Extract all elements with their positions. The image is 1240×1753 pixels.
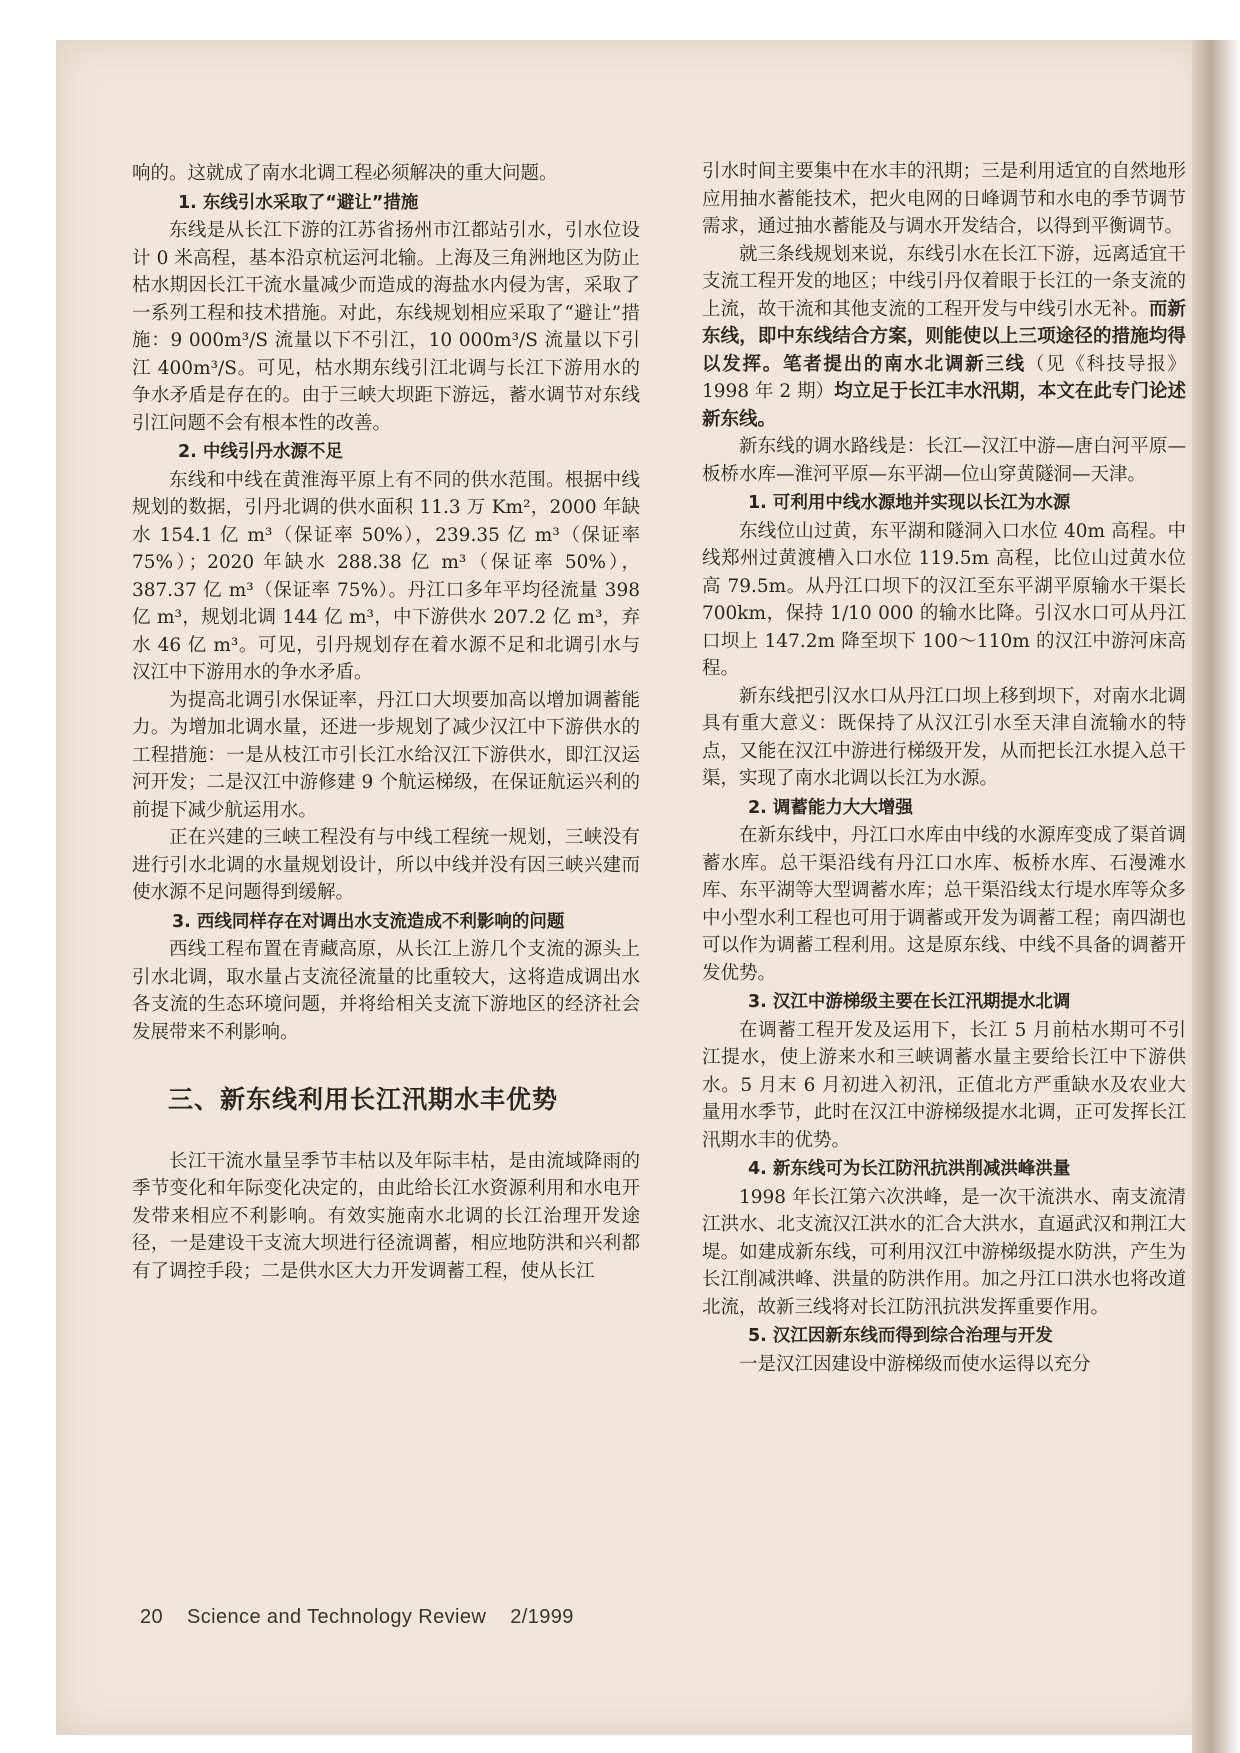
subheading: 2. 调蓄能力大大增强 bbox=[748, 797, 913, 818]
paragraph: 新东线把引汉水口从丹江口坝上移到坝下，对南水北调具有重大意义：既保持了从汉江引水至天津自流输水的特点，又能在汉江中游进行梯级开发，从而把长江水提入总干渠，实现了南水北调以长江为水源。 bbox=[702, 685, 1186, 789]
paragraph: 东线是从长江下游的江苏省扬州市江都站引水，引水位设计 0 米高程，基本沿京杭运河北输。上海及三角洲地区为防止枯水期因长江干流水量减少而造成的海盐水内侵为害，采取了一系列工程和技术措施。对此，东线规划相应采取了“避让”措施：9 000m³/S 流量以下不引江，10 000m³/S 流量以下引江 400m³/S。可见，枯水期东线引江北调与长江下游用水的争水矛盾是存在的。由于三峡大坝距下游远，蓄水调节对东线引江问题不会有根本性的改善。 bbox=[132, 220, 640, 434]
paragraph: 1998 年长江第六次洪峰，是一次干流洪水、南支流清江洪水、北支流汉江洪水的汇合大洪水，直逼武汉和荆江大堤。如建成新东线，可利用汉江中游梯级提水防洪，产生为长江削减洪峰、洪量的防洪作用。加之丹江口洪水也将改道北流，故新三线将对长江防汛抗洪发挥重要作用。 bbox=[702, 1186, 1186, 1318]
paragraph: 在新东线中，丹江口水库由中线的水源库变成了渠首调蓄水库。总干渠沿线有丹江口水库、板桥水库、石漫滩水库、东平湖等大型调蓄水库；总干渠沿线太行堤水库等众多中小型水利工程也可用于调蓄或开发为调蓄工程；南四湖也可以作为调蓄工程利用。这是原东线、中线不具备的调蓄开发优势。 bbox=[702, 825, 1186, 984]
paragraph: 一是汉江因建设中游梯级而使水运得以充分 bbox=[739, 1353, 1091, 1375]
issue-number: 2/1999 bbox=[510, 1606, 574, 1628]
paragraph: 东线位山过黄，东平湖和隧洞入口水位 40m 高程。中线郑州过黄渡槽入口水位 119.5m 高程，比位山过黄水位高 79.5m。从丹江口坝下的汉江至东平湖平原输水干渠长 700km，保持 1/10 000 的输水比降。引汉水口可从丹江口坝上 147.2m 降至坝下 100～110m 的汉江中游河床高程。 bbox=[702, 520, 1186, 679]
paragraph: 在调蓄工程开发及运用下，长江 5 月前枯水期可不引江提水，使上游来水和三峡调蓄水量主要给长江中下游供水。5 月末 6 月初进入初汛，正值北方严重缺水及农业大量用水季节，此时在汉江中游梯级提水北调，正可发挥长江汛期水丰的优势。 bbox=[702, 1019, 1186, 1151]
subheading: 1. 东线引水采取了“避让”措施 bbox=[178, 192, 419, 213]
paragraph: 新东线的调水路线是：长江—汉江中游—唐白河平原—板桥水库—淮河平原—东平湖—位山穿黄隧洞—天津。 bbox=[702, 436, 1186, 485]
paragraph bbox=[702, 241, 1186, 434]
subheading: 4. 新东线可为长江防汛抗洪削减洪峰洪量 bbox=[748, 1159, 1071, 1179]
paragraph: 为提高北调引水保证率，丹江口大坝要加高以增加调蓄能力。为增加北调水量，还进一步规划了减少汉江中下游供水的工程措施：一是从枝江市引长江水给汉江下游供水，即江汉运河开发；二是汉江中游修建 9 个航运梯级，在保证航运兴利的前提下减少航运用水。 bbox=[132, 689, 640, 821]
section-title: 三、新东线利用长江汛期水丰优势 bbox=[168, 1085, 559, 1114]
paragraph: 引水时间主要集中在水丰的汛期；三是利用适宜的自然地形应用抽水蓄能技术，把火电网的日峰调节和水电的季节调节需求，通过抽水蓄能及与调水开发结合，以得到平衡调节。 bbox=[702, 161, 1186, 237]
subheading: 5. 汉江因新东线而得到综合治理与开发 bbox=[748, 1326, 1053, 1346]
bold-text-run: 均立足于长江丰水汛期，本文在此专门论述新东线。 bbox=[702, 381, 1186, 430]
next-page-edge bbox=[1192, 40, 1240, 1753]
paragraph: 正在兴建的三峡工程没有与中线工程统一规划，三峡没有进行引水北调的水量规划设计，所以中线并没有因三峡兴建而使水源不足问题得到缓解。 bbox=[132, 827, 640, 903]
text-run: 就三条线规划来说，东线引水在长江下游，远离适宜干支流工程开发的地区；中线引丹仅着眼于长江的一条支流的上流，故干流和其他支流的工程开发与中线引水无补。 bbox=[702, 243, 1186, 320]
page-number: 20 bbox=[140, 1606, 164, 1628]
journal-name: Science and Technology Review bbox=[187, 1606, 487, 1628]
subheading: 1. 可利用中线水源地并实现以长江为水源 bbox=[748, 493, 1071, 513]
paragraph: 东线和中线在黄淮海平原上有不同的供水范围。根据中线规划的数据，引丹北调的供水面积 11.3 万 Km²，2000 年缺水 154.1 亿 m³（保证率 50%），239.35 亿 m³（保证率 75%）；2020 年缺水 288.38 亿 m³（保证率 50%），387.37 亿 m³（保证率 75%）。丹江口多年平均径流量 398 亿 m³，规划北调 144 亿 m³，中下游供水 207.2 亿 m³，弃水 46 亿 m³。可见，引丹规划存在着水源不足和北调引水与汉江中下游用水的争水矛盾。 bbox=[132, 469, 640, 683]
bold-text-run: 而新东线，即中东线结合方案，则能使以上三项途径的措施均得以发挥。笔者提出的南水北调新三线 bbox=[702, 298, 1186, 375]
text-run: （见《科技导报》1998 年 2 期） bbox=[702, 353, 1186, 402]
left-column bbox=[132, 160, 640, 1285]
paragraph: 长江干流水量呈季节丰枯以及年际丰枯，是由流域降雨的季节变化和年际变化决定的，由此给长江水资源利用和水电开发带来相应不利影响。有效实施南水北调的长江治理开发途径，一是建设干支流大坝进行径流调蓄，相应地防洪和兴利都有了调控手段；二是供水区大力开发调蓄工程，使从长江 bbox=[132, 1150, 640, 1282]
right-column bbox=[702, 158, 1186, 1378]
paragraph: 响的。这就成了南水北调工程必须解决的重大问题。 bbox=[132, 163, 558, 184]
subheading: 3. 汉江中游梯级主要在长江汛期提水北调 bbox=[748, 992, 1071, 1012]
page-footer bbox=[140, 1606, 592, 1629]
subheading: 3. 西线同样存在对调出水支流造成不利影响的问题 bbox=[172, 911, 565, 932]
subheading: 2. 中线引丹水源不足 bbox=[178, 442, 343, 462]
paragraph: 西线工程布置在青藏高原，从长江上游几个支流的源头上引水北调，取水量占支流径流量的比重较大，这将造成调出水各支流的生态环境问题，并将给相关支流下游地区的经济社会发展带来不利影响。 bbox=[132, 939, 640, 1043]
